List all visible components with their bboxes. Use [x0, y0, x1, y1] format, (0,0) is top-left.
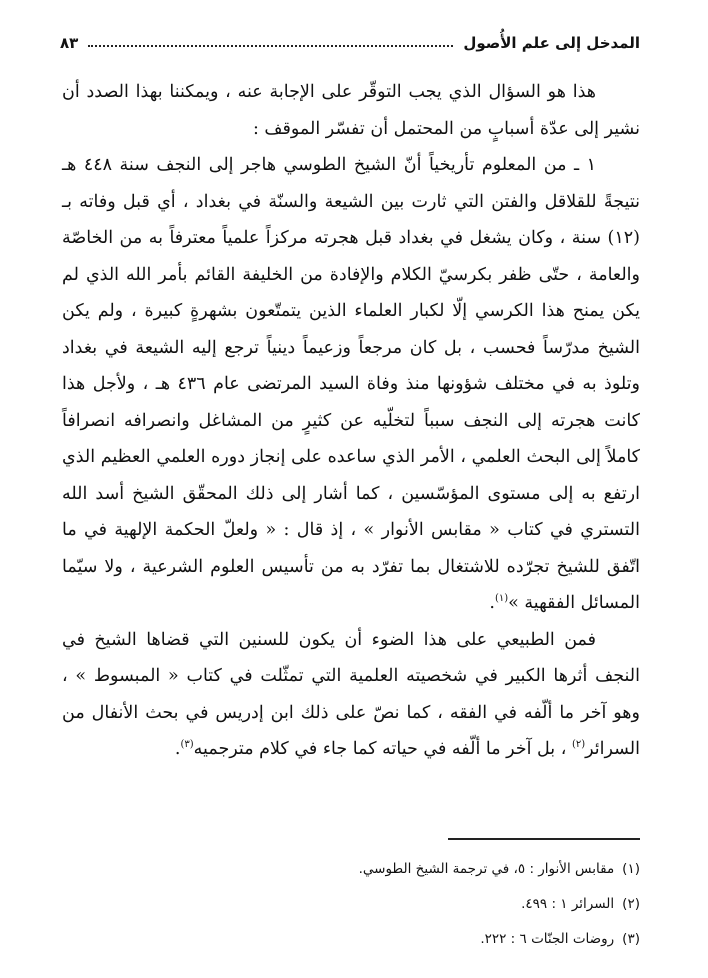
paragraph-intro-text: هذا هو السؤال الذي يجب التوقّر على الإجابة عنه ، ويمكننا بهذا الصدد أن نشير إلى عدّة أسبابٍ من المحتمل أن تفسّر الموقف :: [62, 82, 640, 139]
footnote-text: روضات الجنّات ٦ : ٢٢٢.: [480, 931, 615, 947]
paragraph-conclusion-text-2: ، بل آخر ما ألّفه في حياته كما جاء في كلام مترجميه: [193, 739, 567, 759]
footnote-text: مقابس الأنوار : ٥، في ترجمة الشيخ الطوسي.: [358, 861, 615, 877]
paragraph-conclusion: [62, 622, 640, 768]
footnote-text: السرائر ١ : ٤٩٩.: [521, 896, 615, 912]
header-dot-leader: [88, 45, 453, 47]
paragraph-reason-one: [62, 147, 640, 622]
footnote-number: (١): [622, 861, 640, 877]
footnote-number: (٢): [622, 896, 640, 912]
footnotes: [62, 852, 640, 957]
footnote-reference-3[interactable]: (٣): [180, 739, 194, 751]
page-number: ٨٣: [60, 34, 79, 52]
footnote-item: [62, 887, 640, 922]
footnote-item: [62, 922, 640, 957]
running-header-title: المدخل إلى علم الأُصول: [463, 34, 640, 52]
footnote-reference-1[interactable]: (١): [494, 593, 509, 605]
main-text: [62, 74, 640, 768]
paragraph-conclusion-end: .: [174, 739, 181, 759]
paragraph-reason-one-end: .: [489, 593, 495, 613]
paragraph-intro: [62, 74, 640, 147]
footnote-number: (٣): [622, 931, 640, 947]
footnote-separator: [448, 838, 640, 840]
paragraph-reason-one-text: ١ ـ من المعلوم تأريخياً أنّ الشيخ الطوسي هاجر إلى النجف سنة ٤٤٨ هـ نتيجةً للقلاقل والفتن التي ثارت بين الشيعة والسنّة في بغداد ، أي قبل وفاته بـ (١٢) سنة ، وكان يشغل في بغداد قبل هجرته مركزاً علمياً معترفاً به من الخاصّة والعامة ، حتّى ظفر بكرسيّ الكلام والإفادة من الخليفة القائم بأمر الله الذي لم يكن يمنح هذا الكرسي إلّا لكبار العلماء الذين يتمتّعون بشهرةٍ كبيرة ، ولم يكن الشيخ مدرّساً فحسب ، بل كان مرجعاً وزعيماً دينياً ترجع إليه الشيعة في بغداد وتلوذ به في مختلف شؤونها منذ وفاة السيد المرتضى عام ٤٣٦ هـ ، ولأجل هذا كانت هجرته إلى النجف سبباً لتخلّيه عن كثيرٍ من المشاغل وانصرافه انصرافاً كاملاً إلى البحث العلمي ، الأمر الذي ساعده على إنجاز دوره العلمي العظيم الذي ارتفع به إلى مستوى المؤسّسين ، كما أشار إلى ذلك المحقّق الشيخ أسد الله التستري في كتاب « مقابس الأنوار » ، إذ قال : « ولعلّ الحكمة الإلهية في ما اتّفق للشيخ تجرّده للاشتغال بما تفرّد به من تأسيس العلوم الشرعية ، ولا سيّما المسائل الفقهية »: [62, 155, 640, 613]
running-header: [60, 30, 640, 56]
paragraph-conclusion-text: فمن الطبيعي على هذا الضوء أن يكون للسنين التي قضاها الشيخ في النجف أثرها الكبير في شخصيته العلمية التي تمثّلت في كتاب « المبسوط » ، وهو آخر ما ألّفه في الفقه ، كما نصّ على ذلك ابن إدريس في بحث الأنفال من السرائر: [62, 629, 640, 759]
footnote-reference-2[interactable]: (٢): [571, 739, 586, 751]
footnote-item: [62, 852, 640, 887]
